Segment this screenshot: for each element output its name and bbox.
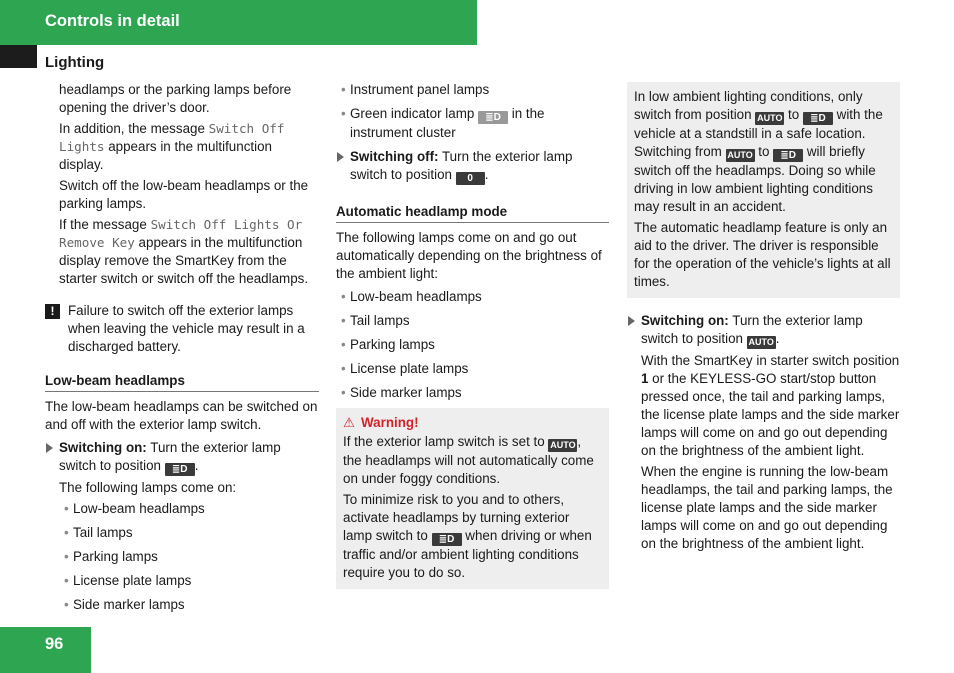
list-item: • License plate lamps <box>59 572 319 590</box>
paragraph: headlamps or the parking lamps before opening the driver’s door. <box>59 82 292 115</box>
low-beam-heading: Low-beam headlamps <box>45 372 319 392</box>
auto-symbol-icon: AUTO <box>748 337 774 347</box>
exclamation-icon: ! <box>45 304 60 319</box>
list-item: • Green indicator lamp ≣D in the instrument cluster <box>336 105 609 142</box>
lamp-list <box>45 500 319 614</box>
paragraph: If the message Switch Off Lights Or Remove Key appears in the multifunction display remove the SmartKey from the starter switch or switch off the headlamps. <box>59 217 309 286</box>
display-message: Switch Off Lights <box>59 121 285 154</box>
warning-box <box>336 408 609 589</box>
page-number: 96 <box>45 635 64 653</box>
auto-symbol-icon: AUTO <box>757 113 783 123</box>
column-1 <box>45 81 319 620</box>
caution-box <box>627 82 900 298</box>
column-2 <box>336 81 609 589</box>
paragraph: In low ambient lighting conditions, only switch from position AUTO to ≣D with the vehicle at a standstill in a safe location. Switching from AUTO to ≣D will briefly switch off the headlamps. Doing so while driving in low ambient lighting conditions may result in an accident. <box>634 89 883 214</box>
lamp-list <box>336 288 609 402</box>
low-beam-symbol-icon: ≣D <box>803 112 833 125</box>
paragraph: Switch off the low-beam headlamps or the parking lamps. <box>59 178 309 211</box>
list-item: • Parking lamps <box>59 548 319 566</box>
list-item: • Parking lamps <box>336 336 609 354</box>
indicator-lamp-icon: ≣D <box>478 111 508 124</box>
low-beam-symbol-icon: ≣D <box>432 533 462 546</box>
paragraph: If the exterior lamp switch is set to AUTO , the headlamps will not automatically come on under foggy conditions. <box>343 434 594 486</box>
lamp-list <box>336 81 609 142</box>
paragraph: The following lamps come on and go out automatically depending on the brightness of the ambient light: <box>336 230 602 281</box>
list-item: • Side marker lamps <box>59 596 319 614</box>
paragraph: The following lamps come on: <box>59 480 237 495</box>
section-title: Lighting <box>45 54 105 71</box>
list-item: • Instrument panel lamps <box>336 81 609 99</box>
list-item: • Side marker lamps <box>336 384 609 402</box>
list-item: • Low-beam headlamps <box>59 500 319 518</box>
display-message: Switch Off Lights Or Remove Key <box>59 217 303 250</box>
auto-symbol-icon: AUTO <box>727 150 753 160</box>
paragraph: When the engine is running the low-beam headlamps, the tail and parking lamps, the license plate lamps and the side marker lamps will come on and go out depending on the brightness of the ambient light. <box>641 464 893 551</box>
column-3 <box>627 82 900 556</box>
low-beam-symbol-icon: ≣D <box>773 149 803 162</box>
list-item: • Tail lamps <box>59 524 319 542</box>
low-beam-symbol-icon: ≣D <box>165 463 195 476</box>
paragraph: The low-beam headlamps can be switched on and off with the exterior lamp switch. <box>45 399 318 432</box>
switching-off-step: Switching off: Turn the exterior lamp switch to position 0 . <box>336 148 609 185</box>
list-item: • License plate lamps <box>336 360 609 378</box>
auto-symbol-icon: AUTO <box>550 440 576 450</box>
paragraph: To minimize risk to you and to others, activate headlamps by turning exterior lamp switch to ≣D when driving or when traffic and/or ambient lighting conditions require you to do so. <box>343 492 592 580</box>
switching-on-step: Switching on: Turn the exterior lamp switch to position AUTO . <box>627 312 900 349</box>
list-item: • Low-beam headlamps <box>336 288 609 306</box>
auto-headlamp-heading: Automatic headlamp mode <box>336 203 609 223</box>
warning-triangle-icon: ⚠ <box>343 415 356 430</box>
paragraph: In addition, the message Switch Off Lights appears in the multifunction display. <box>59 121 285 172</box>
section-marker <box>0 45 37 68</box>
warning-heading: ⚠ Warning! <box>343 415 419 430</box>
paragraph: The automatic headlamp feature is only an aid to the driver. The driver is responsible for the operation of the vehicle’s lights at all times. <box>634 220 891 289</box>
battery-note: ! Failure to switch off the exterior lamps when leaving the vehicle may result in a discharged battery. <box>45 302 319 356</box>
header-title: Controls in detail <box>45 12 180 30</box>
switching-on-step: Switching on: Turn the exterior lamp switch to position ≣D . <box>45 439 319 476</box>
list-item: • Tail lamps <box>336 312 609 330</box>
zero-position-icon: 0 <box>456 172 485 185</box>
paragraph: With the SmartKey in starter switch position 1 or the KEYLESS-GO start/stop button pressed once, the tail and parking lamps, the license plate lamps and the side marker lamps will come on and go out depending on the brightness of the ambient light. <box>641 353 900 458</box>
